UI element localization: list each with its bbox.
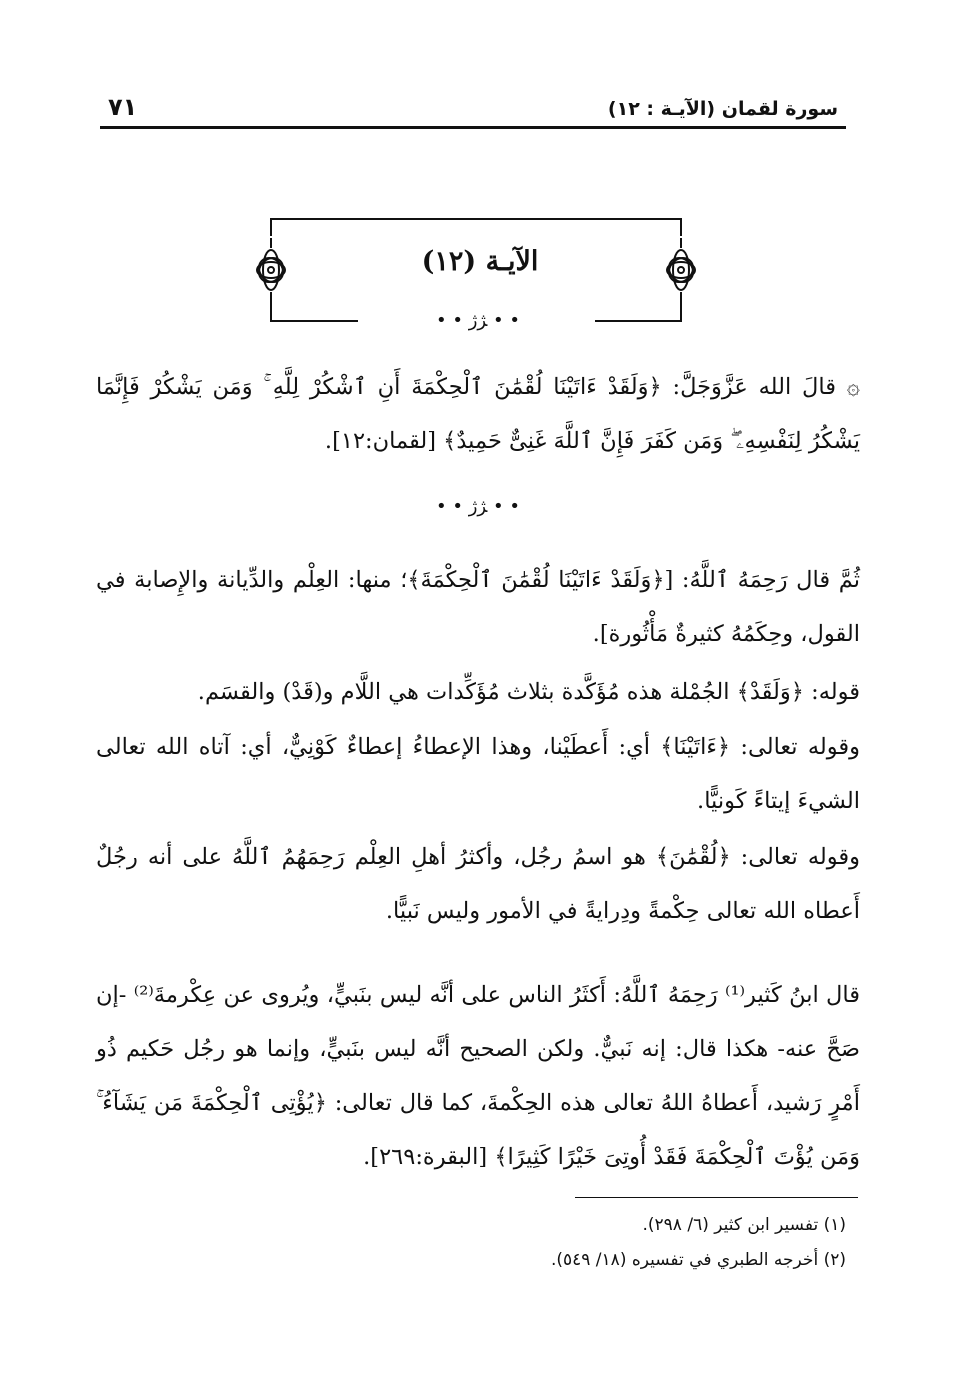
- body-paragraph: وقوله تعالى: ﴿ءَاتَيْنَا﴾ أي: أَعطَيْنا، وهذا الإعطاءُ إعطاءٌ كَوْنِيٌّ، أي: آتاه الله تعالى الشيءَ إيتاءً كَونيًّا.: [96, 734, 860, 814]
- section-ornament: • • ﮋﮊ • •: [436, 310, 520, 331]
- body-paragraph: قوله: ﴿وَلَقَدْ﴾ الجُمْلة هذه مُؤَكَّدة بثلاث مُؤَكِّدات هي اللَّام و(قَدْ) والقسَم.: [197, 679, 860, 705]
- title-frame-bottom-right: [595, 320, 682, 322]
- section-title: الآيـة (١٢): [421, 246, 539, 277]
- separator-ornament: • • ﮋﮊ • •: [436, 496, 520, 517]
- footnote: (١) تفسير ابن كثير (٦/ ٢٩٨).: [642, 1215, 846, 1235]
- page-number: ٧١: [108, 93, 138, 121]
- knot-ornament-icon: [254, 238, 288, 302]
- title-frame-right-edge-lower: [680, 302, 682, 322]
- verse-paragraph: ۞ قالَ الله عَزَّوَجَلَّ: ﴿وَلَقَدْ ءَاتَيْنَا لُقْمَٰنَ ٱلْحِكْمَةَ أَنِ ٱشْكُرْ لِلَّهِ ۚ وَمَن يَشْكُرْ فَإِنَّمَا يَشْكُرُ لِنَفْسِهِۦ ۖ وَمَن كَفَرَ فَإِنَّ ٱللَّهَ غَنِىٌّ حَمِيدٌ﴾ [لقمان:١٢].: [96, 374, 860, 454]
- knot-ornament-icon: [664, 238, 698, 302]
- running-header-title: سورة لقمان (الآيـة : ١٢): [607, 98, 838, 120]
- title-frame-right-edge: [680, 218, 682, 236]
- title-frame-top: [270, 218, 682, 220]
- title-frame-bottom-left: [270, 320, 358, 322]
- footnote-rule: [575, 1197, 858, 1198]
- body-paragraph: وقوله تعالى: ﴿لُقْمَٰنَ﴾ هو اسمُ رجُل، وأكثرُ أهلِ العِلْم رَحِمَهُمُ ٱللَّهُ على أنه رجُلٌ أَعطاه الله تعالى حِكْمةً ودِرايةً في الأمور وليس نَبيًّا.: [96, 844, 860, 924]
- body-paragraph: ثُمَّ قال رَحِمَهُ ٱللَّهُ: [﴿وَلَقَدْ ءَاتَيْنَا لُقْمَٰنَ ٱلْحِكْمَةَ﴾؛ منها: العِلْم والدِّيانة والإِصابة في القول، وحِكَمُهُ كثيرةٌ مَأْثُورة].: [96, 567, 860, 647]
- footnote: (٢) أخرجه الطبري في تفسيره (١٨/ ٥٤٩).: [550, 1250, 846, 1270]
- title-frame-left-edge-lower: [270, 302, 272, 322]
- title-frame-left-edge: [270, 218, 272, 236]
- body-paragraph: قال ابنُ كَثير⁽¹⁾ رَحِمَهُ ٱللَّهُ: أَكثَرُ الناس على أنَّه ليس بنَبيٍّ، ويُروى عن عِكْرمةَ⁽²⁾ -إن صَحَّ عنه- هكذا قال: إنه نَبيٌّ. ولكن الصحيح أنَّه ليس بنَبيٍّ، وإنما هو رجُل حَكيم ذُو أَمْرٍ رَشيد، أَعطاهُ اللهُ تعالى هذه الحِكْمةَ، كما قال تعالى: ﴿يُؤْتِى ٱلْحِكْمَةَ مَن يَشَآءُ ۚ وَمَن يُؤْتَ ٱلْحِكْمَةَ فَقَدْ أُوتِىَ خَيْرًا كَثِيرًا﴾ [البقرة:٢٦٩].: [96, 982, 860, 1170]
- header-rule: [100, 126, 846, 129]
